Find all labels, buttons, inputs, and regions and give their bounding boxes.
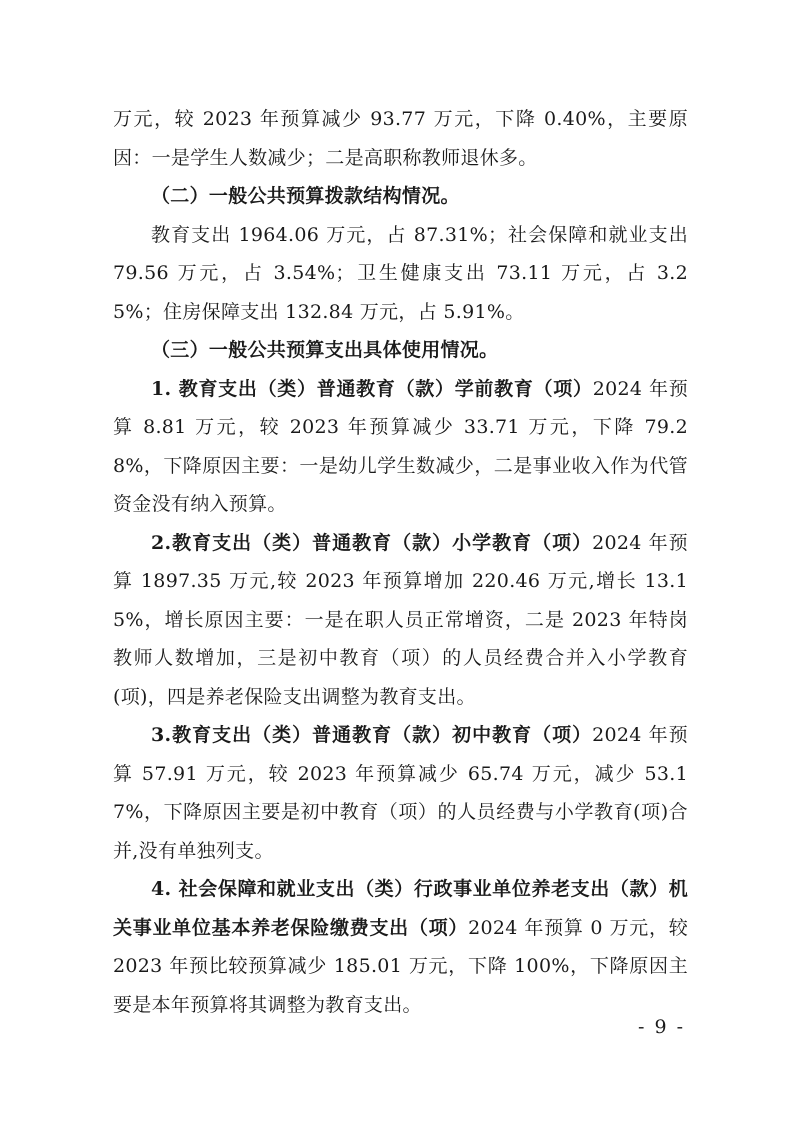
item-body: 2024 年预算 0 万元，较 2023 年预比较预算减少 185.01 万元，下降 100%，下降原因主要是本年预算将其调整为教育支出。: [113, 916, 688, 1016]
document-body: [113, 100, 688, 1024]
item-body: 2024 年预算 1897.35 万元,较 2023 年预算增加 220.46 万元,增长 13.15%，增长原因主要：一是在职人员正常增资，二是 2023 年特岗教师人数增加，三是初中教育（项）的人员经费合并入小学教育(项)，四是养老保险支出调整为教育支出。: [113, 531, 688, 708]
item-primary-education: [113, 524, 688, 717]
item-title: 2.教育支出（类）普通教育（款）小学教育（项）: [151, 531, 593, 554]
item-body: 2024 年预算 8.81 万元，较 2023 年预算减少 33.71 万元，下降 79.28%，下降原因主要：一是幼儿学生数减少，二是事业收入作为代管资金没有纳入预算。: [113, 377, 689, 515]
item-title: 1. 教育支出（类）普通教育（款）学前教育（项）: [151, 377, 593, 400]
paragraph-budget-decrease: 万元，较 2023 年预算减少 93.77 万元，下降 0.40%，主要原因：一是学生人数减少；二是高职称教师退休多。: [113, 108, 688, 169]
item-title: 4. 社会保障和就业支出（类）行政事业单位养老支出（款）机关事业单位基本养老保险缴费支出（项）: [113, 878, 688, 939]
page-number: - 9 -: [637, 1016, 685, 1038]
item-title: 3.教育支出（类）普通教育（款）初中教育（项）: [151, 724, 593, 746]
paragraph-structure: 教育支出 1964.06 万元，占 87.31%；社会保障和就业支出 79.56 万元，占 3.54%；卫生健康支出 73.11 万元，占 3.25%；住房保障支出 132.84 万元，占 5.91%。: [113, 223, 688, 323]
item-body: 2024 年预算 57.91 万元，较 2023 年预算减少 65.74 万元，减少 53.17%，下降原因主要是初中教育（项）的人员经费与小学教育(项)合并,没有单独列支。: [113, 724, 688, 862]
section-heading-structure: （二）一般公共预算拨款结构情况。: [151, 185, 460, 207]
item-junior-education: [113, 716, 688, 870]
item-preschool-education: [113, 370, 688, 524]
section-heading-usage: （三）一般公共预算支出具体使用情况。: [151, 339, 499, 361]
item-pension-insurance: [113, 870, 688, 1024]
